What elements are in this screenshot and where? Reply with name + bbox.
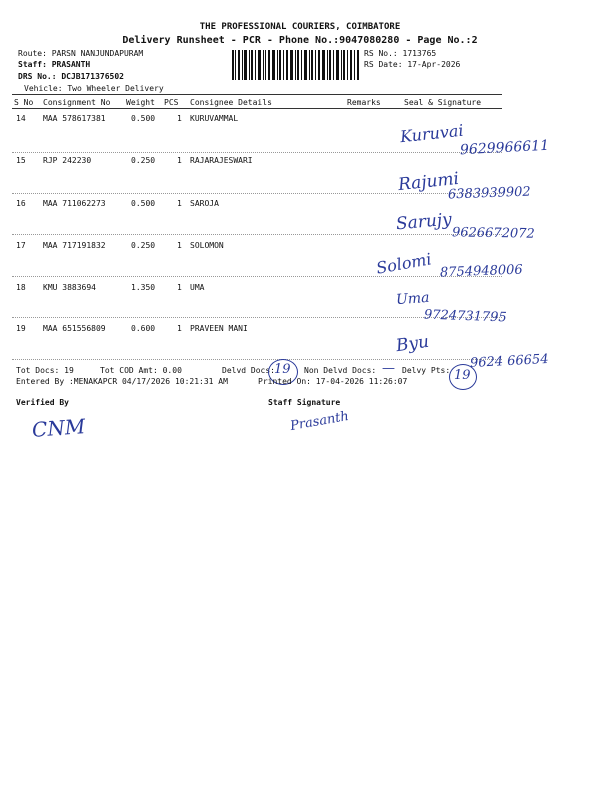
staff-handwritten-signature: Prasanth bbox=[289, 408, 350, 435]
row-divider bbox=[12, 359, 502, 360]
row-sno: 18 bbox=[16, 283, 26, 292]
delivery-points-count: 19 bbox=[454, 368, 471, 383]
row-divider bbox=[12, 193, 502, 194]
staff-signature-label: Staff Signature bbox=[268, 398, 341, 407]
handwritten-phone: 6383939902 bbox=[447, 184, 531, 203]
row-weight: 0.250 bbox=[131, 241, 156, 250]
delivery-points-label: Delvy Pts: bbox=[402, 366, 451, 375]
handwritten-name: Solomi bbox=[374, 249, 433, 278]
row-weight: 0.500 bbox=[131, 114, 156, 123]
row-divider bbox=[12, 276, 502, 277]
col-remarks: Remarks bbox=[347, 98, 381, 107]
row-consignment: RJP 242230 bbox=[43, 156, 92, 165]
handwritten-name: Kuruvai bbox=[399, 120, 465, 147]
rs-number: RS No.: 1713765 bbox=[364, 49, 437, 58]
printed-on: Printed On: 17-04-2026 11:26:07 bbox=[258, 377, 408, 386]
vehicle-label: Vehicle: Two Wheeler Delivery bbox=[24, 84, 164, 93]
verified-by-label: Verified By bbox=[16, 398, 69, 407]
row-consignee: SOLOMON bbox=[190, 241, 224, 250]
delivered-docs-count: 19 bbox=[274, 362, 291, 377]
barcode bbox=[232, 50, 360, 80]
row-pcs: 1 bbox=[177, 241, 182, 250]
handwritten-name: Rajumi bbox=[397, 168, 460, 196]
delivered-docs-label: Delvd Docs: bbox=[222, 366, 275, 375]
total-cod-amount: Tot COD Amt: 0.00 bbox=[100, 366, 182, 375]
row-pcs: 1 bbox=[177, 324, 182, 333]
row-consignee: RAJARAJESWARI bbox=[190, 156, 253, 165]
row-divider bbox=[12, 152, 502, 153]
row-sno: 17 bbox=[16, 241, 26, 250]
handwritten-name: Sarujy bbox=[395, 209, 453, 235]
col-seal: Seal & Signature bbox=[404, 98, 482, 107]
col-weight: Weight bbox=[126, 98, 155, 107]
row-sno: 16 bbox=[16, 199, 26, 208]
row-sno: 15 bbox=[16, 156, 26, 165]
row-pcs: 1 bbox=[177, 283, 182, 292]
row-consignee: SAROJA bbox=[190, 199, 219, 208]
row-pcs: 1 bbox=[177, 199, 182, 208]
row-weight: 1.350 bbox=[131, 283, 156, 292]
handwritten-name: Uma bbox=[395, 289, 430, 309]
row-consignment: MAA 651556809 bbox=[43, 324, 106, 333]
handwritten-phone: 9626672072 bbox=[451, 225, 535, 242]
col-sno: S No bbox=[14, 98, 34, 107]
row-pcs: 1 bbox=[177, 114, 182, 123]
handwritten-phone: 9624 66654 bbox=[469, 351, 549, 372]
non-delivered-dash: — bbox=[382, 361, 395, 376]
handwritten-phone: 9724731795 bbox=[423, 307, 507, 326]
company-name: THE PROFESSIONAL COURIERS, COIMBATORE bbox=[199, 22, 401, 32]
row-pcs: 1 bbox=[177, 156, 182, 165]
row-sno: 14 bbox=[16, 114, 26, 123]
staff-label: Staff: PRASANTH bbox=[18, 60, 91, 69]
col-pcs: PCS bbox=[164, 98, 179, 107]
row-consignment: MAA 717191832 bbox=[43, 241, 106, 250]
entered-by: Entered By :MENAKAPCR 04/17/2026 10:21:31 AM bbox=[16, 377, 228, 386]
verified-signature: CNM bbox=[31, 414, 87, 442]
row-consignee: KURUVAMMAL bbox=[190, 114, 239, 123]
row-weight: 0.500 bbox=[131, 199, 156, 208]
row-consignee: PRAVEEN MANI bbox=[190, 324, 248, 333]
row-consignment: KMU 3883694 bbox=[43, 283, 96, 292]
runsheet-title: Delivery Runsheet - PCR - Phone No.:9047080280 - Page No.:2 bbox=[122, 35, 478, 46]
row-weight: 0.600 bbox=[131, 324, 156, 333]
row-weight: 0.250 bbox=[131, 156, 156, 165]
non-delivered-docs-label: Non Delvd Docs: bbox=[304, 366, 377, 375]
row-consignment: MAA 711062273 bbox=[43, 199, 106, 208]
table-header-rule bbox=[12, 108, 502, 109]
row-consignee: UMA bbox=[190, 283, 205, 292]
route-label: Route: PARSN NANJUNDAPURAM bbox=[18, 49, 144, 58]
drs-number: DRS No.: DCJB171376502 bbox=[18, 72, 124, 81]
table-top-rule bbox=[12, 94, 502, 95]
row-divider bbox=[12, 234, 502, 235]
handwritten-phone: 9629966611 bbox=[459, 137, 550, 159]
col-consignee: Consignee Details bbox=[190, 98, 272, 107]
col-consignment: Consignment No bbox=[43, 98, 111, 107]
rs-date: RS Date: 17-Apr-2026 bbox=[364, 60, 461, 69]
row-sno: 19 bbox=[16, 324, 26, 333]
row-consignment: MAA 578617381 bbox=[43, 114, 106, 123]
handwritten-name: Byu bbox=[394, 331, 431, 357]
handwritten-phone: 8754948006 bbox=[439, 262, 523, 281]
total-docs: Tot Docs: 19 bbox=[16, 366, 74, 375]
